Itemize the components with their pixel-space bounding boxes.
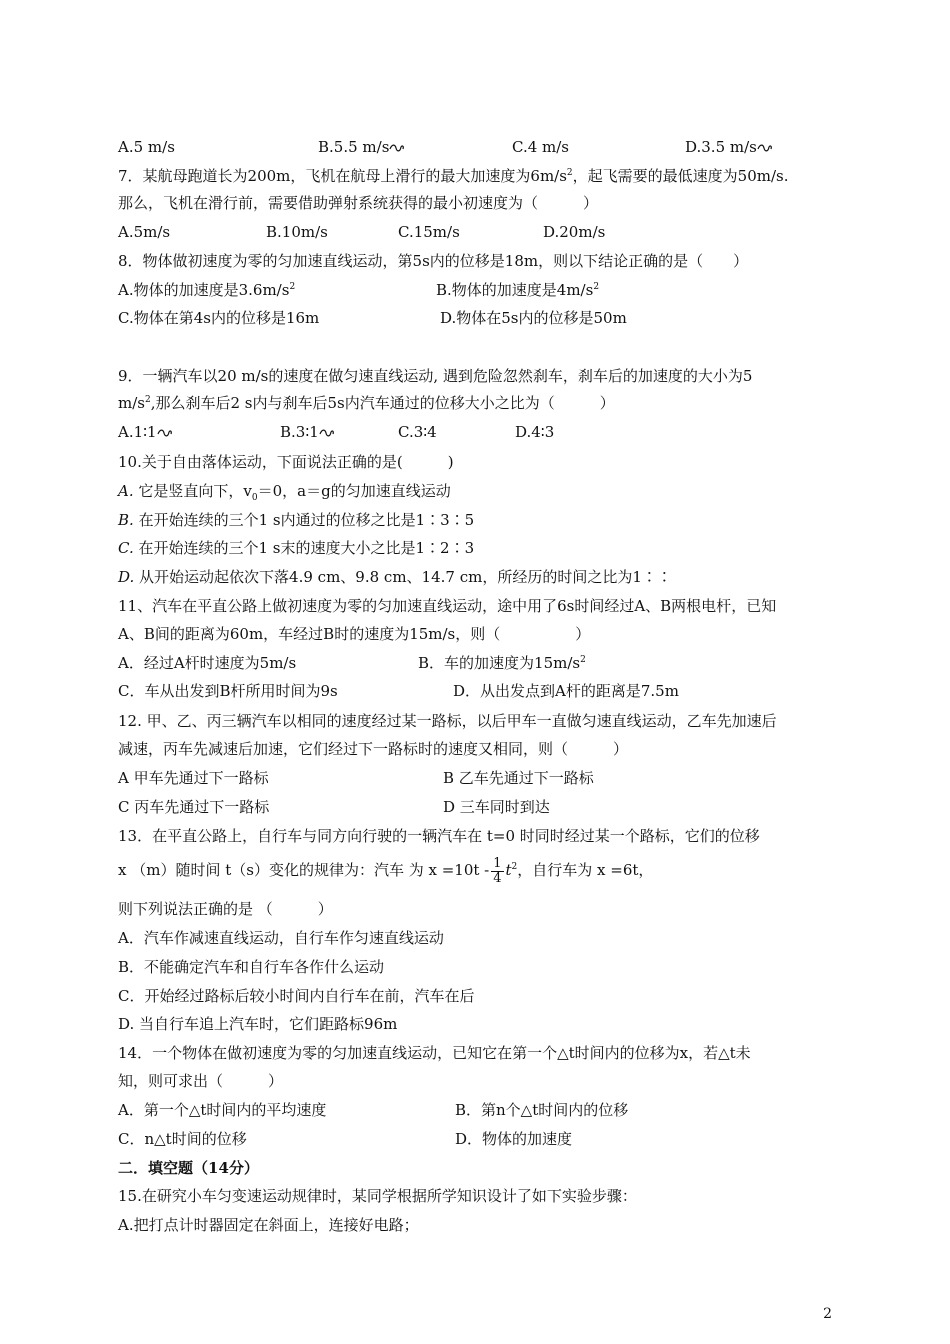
q13-option-d: D. 当自行车追上汽车时，它们距路标96m [118, 1015, 398, 1033]
q9-option-c: C.3∶4 [398, 423, 437, 441]
q6-option-d: D.3.5 m/s [685, 137, 773, 157]
q10-option-c: C. 在开始连续的三个1 s末的速度大小之比是1∶2∶3 [118, 539, 475, 557]
q9-option-a: A.1∶1 [118, 422, 173, 442]
q12-option-a: A 甲车先通过下一路标 [118, 769, 269, 787]
q9-stem-line2: $m/s^2$,那么刹车后2 s内与刹车后5s内汽车通过的位移大小之比为（ ） [118, 394, 615, 412]
q14-option-b: B．第n个△t时间内的位移 [455, 1101, 629, 1119]
q12-option-c: C 丙车先通过下一路标 [118, 798, 270, 816]
q12-stem-line2: 减速，丙车先减速后加速，它们经过下一路标时的速度又相同，则（ ） [118, 740, 629, 758]
q8-option-c: C.物体在第4s内的位移是16m [118, 309, 320, 327]
q7-option-c: C.15m/s [398, 223, 460, 241]
q13-option-a: A．汽车作减速直线运动，自行车作匀速直线运动 [118, 929, 444, 947]
q13-option-c: C．开始经过路标后较小时间内自行车在前，汽车在后 [118, 987, 475, 1005]
q12-option-b: B 乙车先通过下一路标 [443, 769, 594, 787]
page-number: 2 [823, 1306, 832, 1322]
q11-stem-line2: A、B间的距离为60m，车经过B时的速度为15m/s，则（ ） [118, 625, 591, 643]
q7-option-b: B.10m/s [266, 223, 328, 241]
q9-option-b: B.3∶1 [280, 422, 335, 442]
q12-option-d: D 三车同时到达 [443, 798, 550, 816]
q8-option-a: A.物体的加速度是$3.6m/s^2$ [118, 281, 296, 299]
q8-option-b: B.物体的加速度是$4m/s^2$ [436, 281, 600, 299]
q6-option-c: C.4 m/s [512, 138, 569, 156]
q10-option-d: D. 从开始运动起依次下落4.9 cm、9.8 cm、14.7 cm，所经历的时间之比为1∶∶ [118, 568, 672, 586]
q13-stem-line1: 13．在平直公路上，自行车与同方向行驶的一辆汽车在 t=0 时同时经过某一个路标，它们的位移 [118, 827, 760, 845]
q6-option-a: A.5 m/s [118, 138, 175, 156]
section-heading-fill-in: 二．填空题（14分） [118, 1159, 259, 1177]
q11-option-a: A．经过A杆时速度为5m/s [118, 654, 297, 672]
q14-option-a: A．第一个△t时间内的平均速度 [118, 1101, 327, 1119]
q7-stem-line1: 7．某航母跑道长为200m，飞机在航母上滑行的最大加速度为$6m/s^2$，起飞需要的最低速度为50m/s. [118, 167, 789, 185]
q11-option-c: C．车从出发到B杆所用时间为9s [118, 682, 338, 700]
q14-stem-line2: 知，则可求出（ ） [118, 1072, 284, 1090]
q8-option-d: D.物体在5s内的位移是50m [440, 309, 627, 327]
q10-option-a: A. 它是竖直向下，$v_0=0$，a＝g的匀加速直线运动 [118, 482, 451, 503]
q7-option-a: A.5m/s [118, 223, 171, 241]
fraction: $\frac{1}{4}$ [493, 855, 502, 886]
q14-option-d: D．物体的加速度 [455, 1130, 573, 1148]
q13-stem-line2: x （m）随时间 t（s）变化的规律为：汽车 为 x =10t - $\frac{1}{4}$ $t^2$，自行车为 x =6t， [118, 855, 654, 886]
scribble-mark-icon [389, 143, 405, 153]
q8-stem: 8．物体做初速度为零的匀加速直线运动，第5s内的位移是18m，则以下结论正确的是（ ） [118, 252, 749, 270]
q10-stem: 10.关于自由落体运动，下面说法正确的是( ) [118, 453, 454, 471]
q7-option-d: D.20m/s [543, 223, 606, 241]
q12-stem-line1: 12. 甲、乙、丙三辆汽车以相同的速度经过某一路标，以后甲车一直做匀速直线运动，乙车先加速后 [118, 712, 777, 730]
q11-option-b: B．车的加速度为$15m/s^2$ [418, 654, 586, 672]
q14-option-c: C．n△t时间的位移 [118, 1130, 247, 1148]
q9-stem-line1: 9．一辆汽车以20 m/s的速度在做匀速直线运动, 遇到危险忽然刹车，刹车后的加速度的大小为5 [118, 367, 753, 385]
q11-option-d: D．从出发点到A杆的距离是7.5m [453, 682, 679, 700]
q15-stem: 15.在研究小车匀变速运动规律时，某同学根据所学知识设计了如下实验步骤： [118, 1187, 637, 1205]
q9-option-d: D.4∶3 [515, 423, 555, 441]
scribble-mark-icon [157, 428, 173, 438]
q10-option-b: B. 在开始连续的三个1 s内通过的位移之比是1∶3∶5 [118, 511, 475, 529]
scribble-mark-icon [757, 143, 773, 153]
q15-step-a: A.把打点计时器固定在斜面上，连接好电路； [118, 1216, 419, 1234]
q13-option-b: B．不能确定汽车和自行车各作什么运动 [118, 958, 385, 976]
q14-stem-line1: 14．一个物体在做初速度为零的匀加速直线运动，已知它在第一个△t时间内的位移为x，若△t未 [118, 1044, 751, 1062]
q13-stem-line3: 则下列说法正确的是 （ ） [118, 900, 333, 918]
q6-option-b: B.5.5 m/s [318, 137, 405, 157]
q7-stem-line2: 那么，飞机在滑行前，需要借助弹射系统获得的最小初速度为（ ） [118, 194, 599, 212]
scribble-mark-icon [319, 428, 335, 438]
q11-stem-line1: 11、汽车在平直公路上做初速度为零的匀加速直线运动，途中用了6s时间经过A、B两根电杆，已知 [118, 597, 777, 615]
